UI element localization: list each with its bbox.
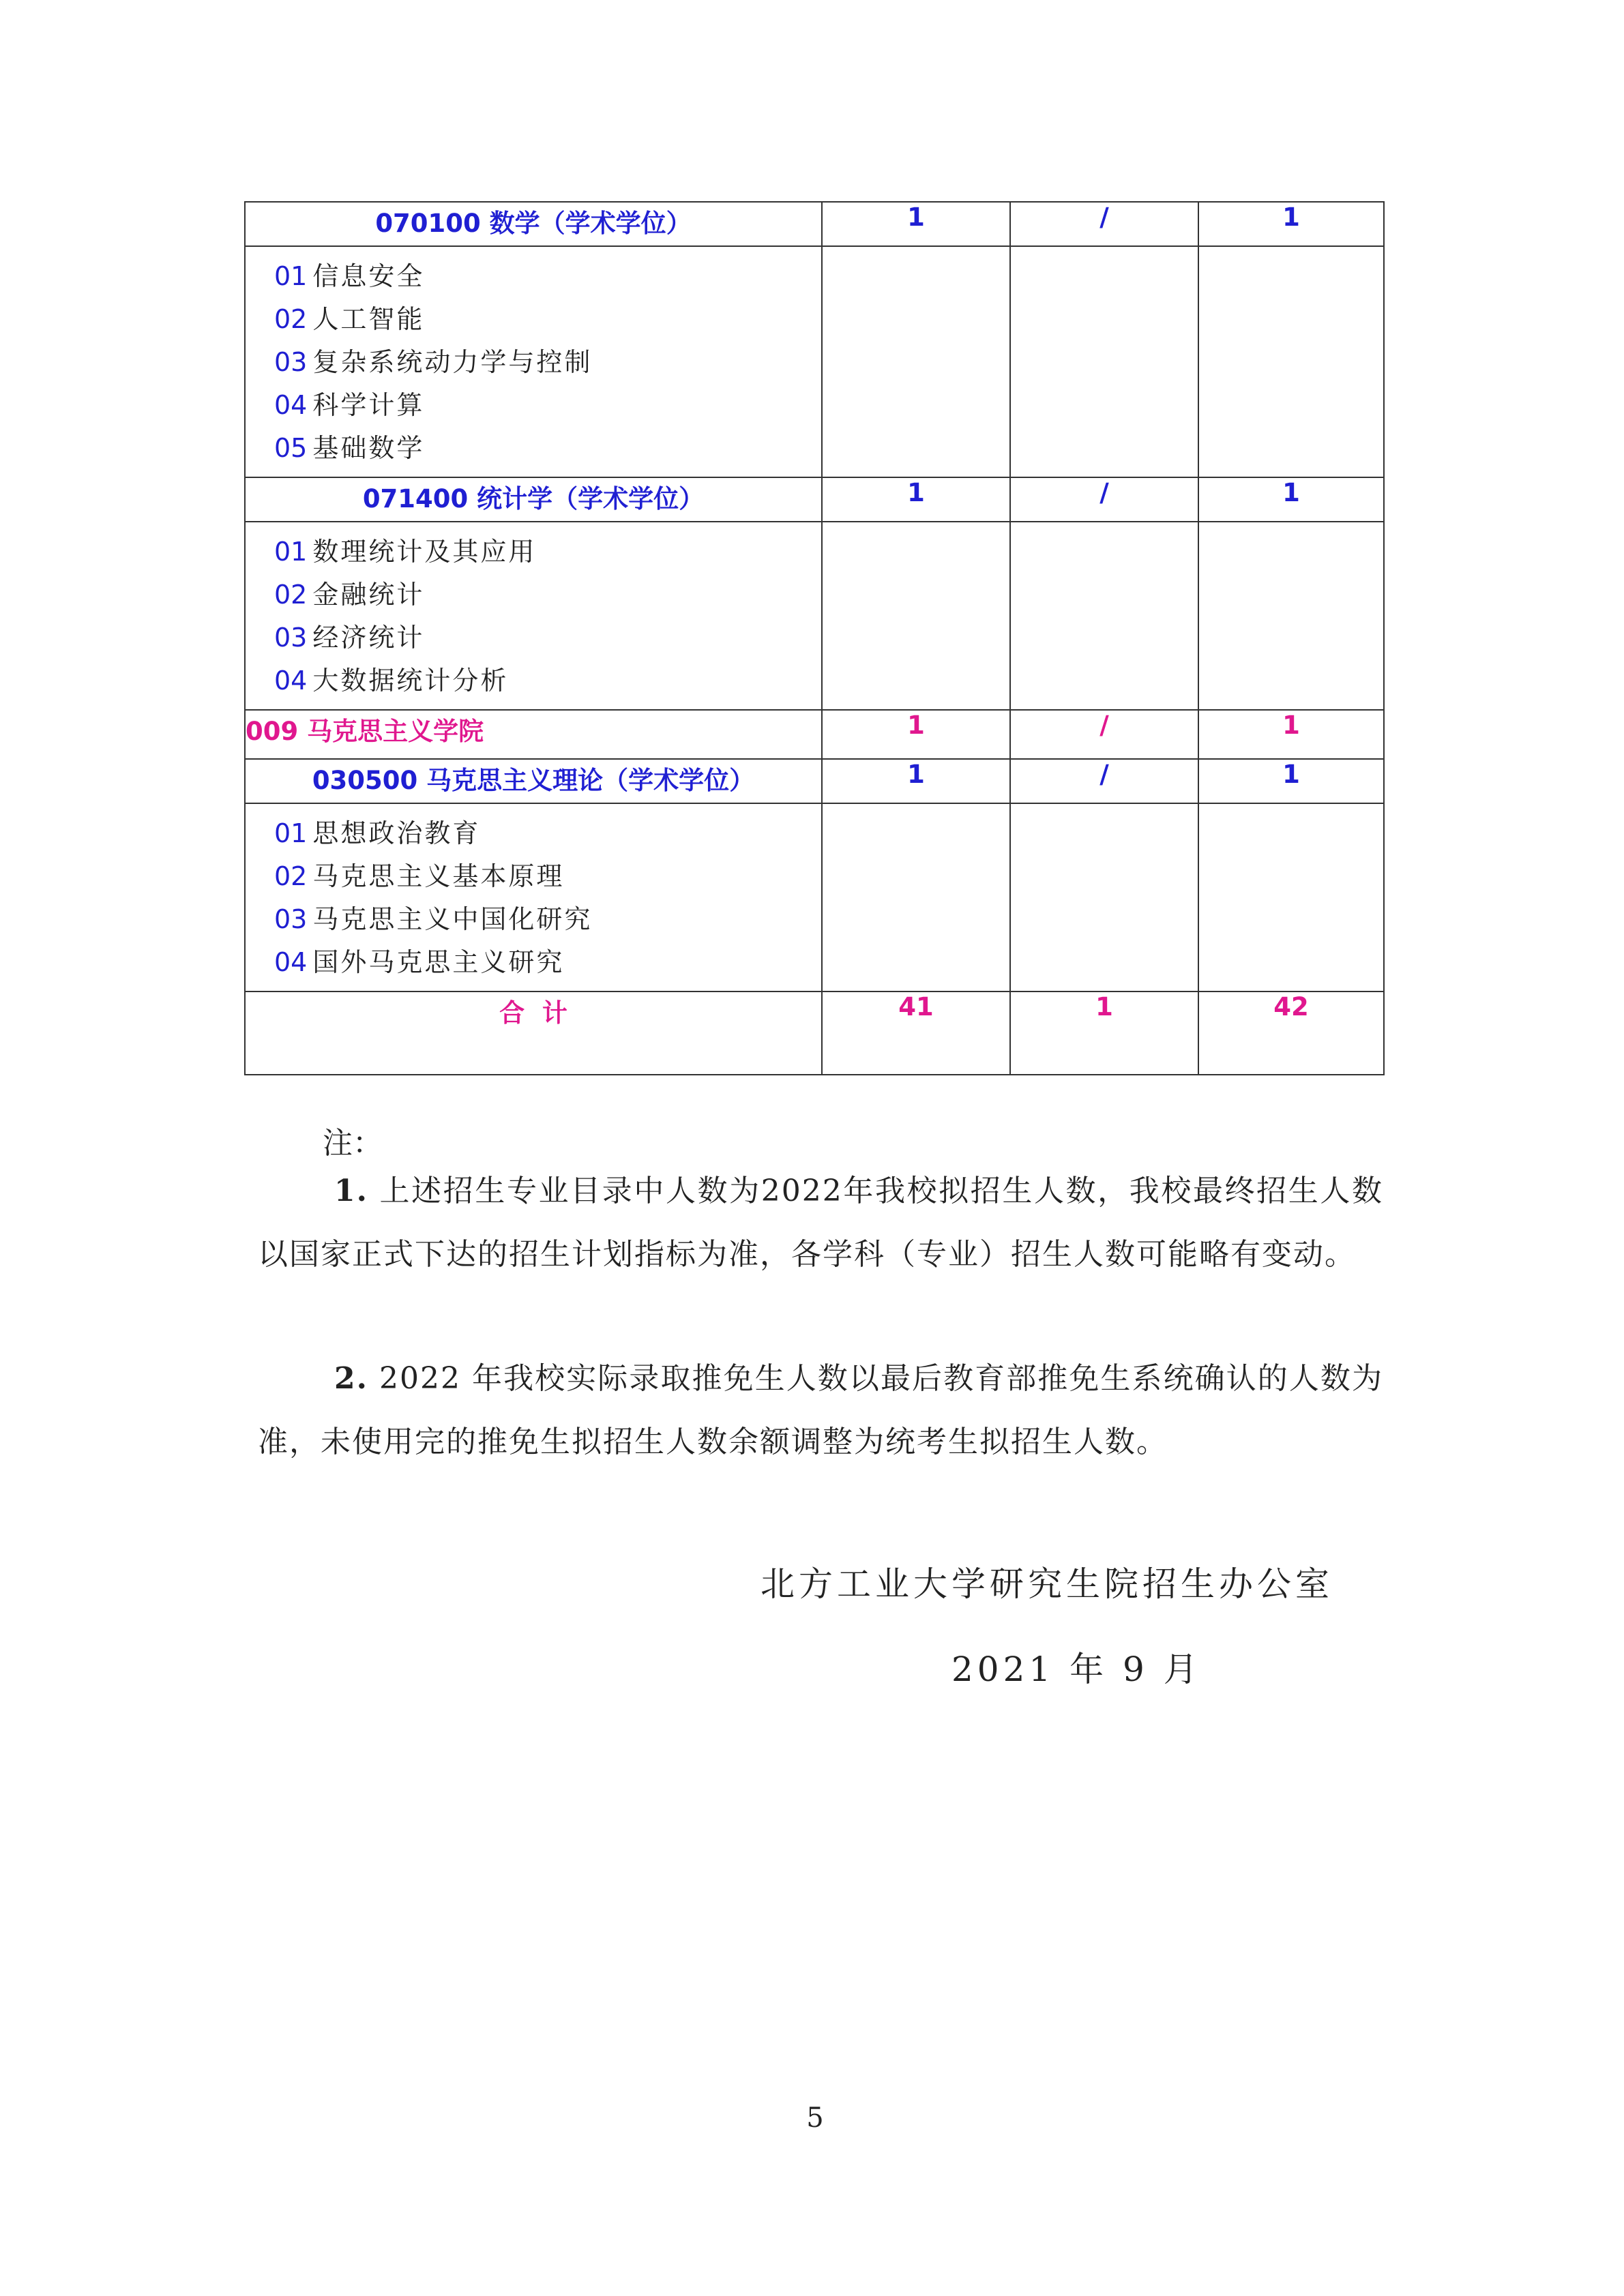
- direction-item: [274, 298, 821, 341]
- empty-cell: [822, 246, 1010, 477]
- empty-cell: [1198, 246, 1384, 477]
- direction-name: 马克思主义中国化研究: [312, 904, 593, 934]
- directions-cell: [245, 246, 822, 477]
- total-cell: 1: [1010, 992, 1198, 1075]
- directions-row: [245, 246, 1384, 477]
- major-title: 070100 数学（学术学位）: [245, 202, 822, 246]
- direction-item: [274, 659, 821, 702]
- major-row: [245, 202, 1384, 246]
- direction-name: 思想政治教育: [312, 818, 481, 848]
- directions-cell: [245, 803, 822, 992]
- direction-code: 02: [274, 304, 308, 334]
- direction-code: 03: [274, 904, 308, 934]
- direction-code: 04: [274, 666, 308, 696]
- notes-heading: 注：: [323, 1126, 383, 1161]
- enrollment-table: [244, 201, 1385, 1075]
- direction-name: 马克思主义基本原理: [312, 861, 565, 891]
- direction-item: [274, 384, 821, 427]
- note-text: 2022 年我校实际录取推免生人数以最后教育部推免生系统确认的人数为准，未使用完的推免生拟招生人数余额调整为统考生拟招生人数。: [258, 1361, 1383, 1459]
- direction-code: 01: [274, 261, 308, 291]
- direction-code: 03: [274, 347, 308, 377]
- empty-cell: [1010, 803, 1198, 992]
- direction-name: 大数据统计分析: [312, 666, 509, 696]
- count-cell: 1: [1198, 759, 1384, 803]
- direction-item: [274, 898, 821, 941]
- signature-date: 2021 年 9 月: [951, 1650, 1202, 1689]
- direction-code: 01: [274, 818, 308, 848]
- note-number: 1.: [334, 1174, 368, 1208]
- direction-name: 国外马克思主义研究: [312, 947, 565, 977]
- total-cell: 41: [822, 992, 1010, 1075]
- direction-item: [274, 855, 821, 898]
- total-cell: 42: [1198, 992, 1384, 1075]
- total-label-text: 合 计: [499, 998, 567, 1028]
- direction-code: 02: [274, 861, 308, 891]
- count-cell: /: [1010, 759, 1198, 803]
- direction-code: 05: [274, 433, 308, 463]
- direction-item: [274, 427, 821, 470]
- count-cell: 1: [1198, 202, 1384, 246]
- direction-code: 04: [274, 390, 308, 420]
- count-cell: /: [1010, 202, 1198, 246]
- direction-code: 03: [274, 623, 308, 653]
- empty-cell: [1198, 522, 1384, 710]
- empty-cell: [1010, 522, 1198, 710]
- note-text: 上述招生专业目录中人数为2022年我校拟招生人数，我校最终招生人数以国家正式下达的招生计划指标为准，各学科（专业）招生人数可能略有变动。: [258, 1174, 1383, 1272]
- direction-item: [274, 531, 821, 573]
- count-cell: 1: [822, 477, 1010, 522]
- count-cell: /: [1010, 477, 1198, 522]
- direction-name: 经济统计: [312, 623, 425, 653]
- note-item: [258, 1347, 1383, 1474]
- directions-row: [245, 522, 1384, 710]
- direction-item: [274, 812, 821, 855]
- major-row: [245, 759, 1384, 803]
- direction-item: [274, 616, 821, 659]
- direction-item: [274, 573, 821, 616]
- directions-row: [245, 803, 1384, 992]
- empty-cell: [1198, 803, 1384, 992]
- count-cell: /: [1010, 710, 1198, 759]
- direction-item: [274, 941, 821, 984]
- count-cell: 1: [822, 202, 1010, 246]
- total-row: [245, 992, 1384, 1075]
- count-cell: 1: [1198, 477, 1384, 522]
- page-number: 5: [806, 2102, 824, 2134]
- direction-name: 科学计算: [312, 390, 425, 420]
- major-row: [245, 477, 1384, 522]
- college-row: [245, 710, 1384, 759]
- direction-name: 复杂系统动力学与控制: [312, 347, 593, 377]
- direction-code: 04: [274, 947, 308, 977]
- college-title: 009 马克思主义学院: [245, 710, 822, 759]
- direction-name: 信息安全: [312, 261, 425, 291]
- direction-code: 01: [274, 537, 308, 567]
- direction-name: 金融统计: [312, 580, 425, 610]
- signature-office: 北方工业大学研究生院招生办公室: [761, 1564, 1333, 1604]
- total-label: [245, 992, 822, 1075]
- empty-cell: [822, 522, 1010, 710]
- direction-code: 02: [274, 580, 308, 610]
- direction-item: [274, 341, 821, 384]
- empty-cell: [822, 803, 1010, 992]
- empty-cell: [1010, 246, 1198, 477]
- note-item: [258, 1159, 1383, 1286]
- direction-name: 数理统计及其应用: [312, 537, 537, 567]
- direction-name: 基础数学: [312, 433, 425, 463]
- direction-item: [274, 255, 821, 298]
- direction-name: 人工智能: [312, 304, 425, 334]
- count-cell: 1: [822, 759, 1010, 803]
- count-cell: 1: [1198, 710, 1384, 759]
- major-title: 030500 马克思主义理论（学术学位）: [245, 759, 822, 803]
- directions-cell: [245, 522, 822, 710]
- major-title: 071400 统计学（学术学位）: [245, 477, 822, 522]
- count-cell: 1: [822, 710, 1010, 759]
- note-number: 2.: [334, 1361, 368, 1396]
